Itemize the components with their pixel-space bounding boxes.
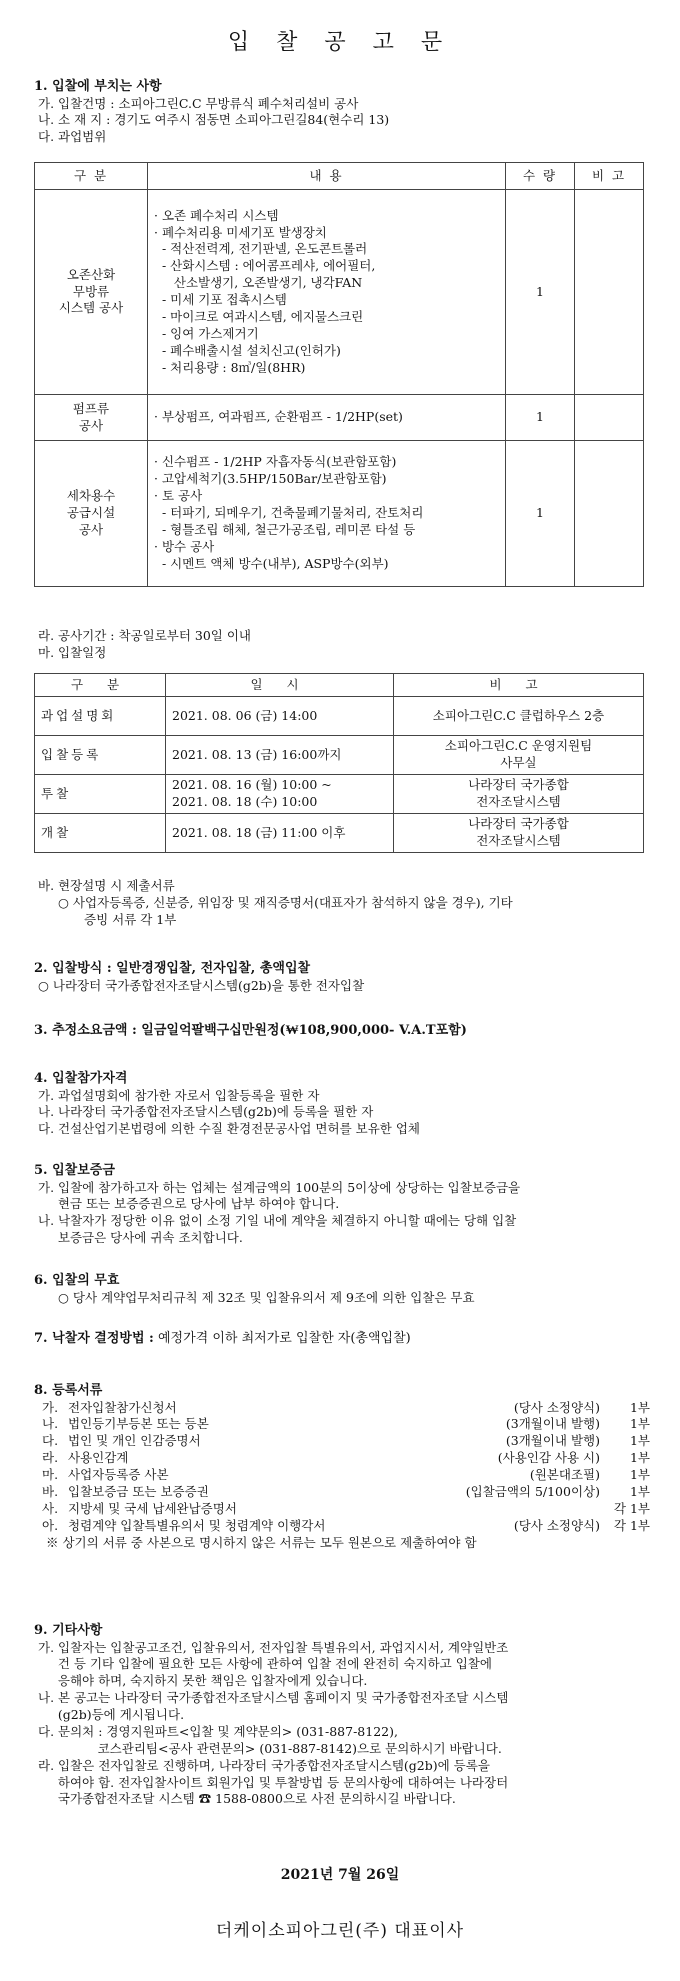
section-1-heading: 1. 입찰에 부치는 사항 <box>34 79 162 94</box>
item-note <box>460 1501 610 1518</box>
row-items <box>148 395 506 441</box>
category-line: 시스템 공사 <box>58 300 124 316</box>
item-note: (입찰금액의 5/100이상) <box>465 1483 600 1499</box>
project-name: 가. 입찰건명 : 소피아그린C.C 무방류식 폐수처리설비 공사 <box>38 95 359 111</box>
section-4 <box>34 1060 650 1138</box>
schedule-header-type: 구 분 <box>35 674 166 697</box>
item-note: (3개월이내 발행) <box>505 1433 600 1449</box>
item-line: - 폐수배출시설 설치신고(인허가) <box>154 342 341 358</box>
section-8 <box>34 1372 650 1551</box>
section-3 <box>34 1012 650 1040</box>
row-quantity: 1 <box>506 441 575 587</box>
header-content: 내 용 <box>148 163 506 190</box>
item-name: 사용인감계 <box>68 1450 129 1466</box>
schedule-table <box>34 673 644 853</box>
note-line: 사무실 <box>500 755 537 770</box>
note-line: 전자조달시스템 <box>476 833 561 848</box>
item-line: - 산화시스템 : 에어콤프레샤, 에어필터, <box>154 258 376 274</box>
category-line: 오존산화 <box>66 266 116 282</box>
schedule-date <box>166 814 394 853</box>
row-remark <box>575 190 644 395</box>
qualification-line: 가. 과업설명회에 참가한 자로서 입찰등록을 필한 자 <box>38 1087 320 1103</box>
list-item <box>42 1467 650 1484</box>
item-name: 법인 및 개인 인감증명서 <box>68 1433 201 1449</box>
schedule-intro <box>34 628 650 662</box>
deposit-line: 가. 입찰에 참가하고자 하는 업체는 설계금액의 100분의 5이상에 상당하는 입찰보증금을 <box>38 1179 521 1195</box>
row-category <box>35 441 148 587</box>
item-qty: 각 1부 <box>613 1500 650 1516</box>
note-line: 소피아그린C.C 운영지원팀 <box>444 738 593 754</box>
item-line: - 시멘트 액체 방수(내부), ASP방수(외부) <box>154 555 389 571</box>
misc-line: (g2b)등에 게시됩니다. <box>38 1707 185 1723</box>
deposit-line: 나. 낙찰자가 정당한 이유 없이 소정 기일 내에 계약을 체결하지 아니할 때에는 당해 입찰 <box>38 1213 517 1229</box>
section-6-line: ○ 당사 계약업무처리규칙 제 32조 및 입찰유의서 제 9조에 의한 입찰은 무효 <box>58 1289 475 1305</box>
section-7-heading <box>34 1330 650 1348</box>
schedule-note <box>394 736 644 775</box>
section-7 <box>34 1320 650 1348</box>
schedule-label: 개찰 <box>35 814 166 853</box>
date-line: 2021. 08. 18 (금) 11:00 이후 <box>172 824 346 840</box>
item-line: · 토 공사 <box>154 488 203 504</box>
category-line: 펌프류 <box>72 400 110 416</box>
item-line: - 처리용량 : 8㎥/일(8HR) <box>154 359 306 375</box>
item-mark: 가. <box>42 1399 59 1415</box>
item-mark: 라. <box>42 1450 59 1466</box>
schedule-date <box>166 775 394 814</box>
item-note: (원본대조필) <box>529 1467 600 1483</box>
misc-line: 다. 문의처 : 경영지원파트<입찰 및 계약문의> (031-887-8122), <box>38 1723 398 1739</box>
category-line: 공사 <box>78 417 104 433</box>
qualification-line: 다. 건설산업기본법령에 의한 수질 환경전문공사업 면허를 보유한 업체 <box>38 1121 420 1137</box>
section-4-heading: 4. 입찰참가자격 <box>34 1071 128 1086</box>
item-qty: 1부 <box>629 1433 650 1449</box>
note-line: 나라장터 국가종합 <box>468 816 569 832</box>
item-qty: 1부 <box>629 1399 650 1415</box>
schedule-label: 입찰등록 <box>35 736 166 775</box>
list-item <box>42 1518 650 1535</box>
list-item <box>42 1501 650 1518</box>
construction-period: 라. 공사기간 : 착공일로부터 30일 이내 <box>38 628 252 643</box>
section-2-line: ○ 나라장터 국가종합전자조달시스템(g2b)을 통한 전자입찰 <box>38 977 365 993</box>
signature: 더케이소피아그린(주) 대표이사 <box>215 1921 465 1941</box>
deposit-line: 보증금은 당사에 귀속 조치합니다. <box>38 1230 243 1246</box>
schedule-date <box>166 736 394 775</box>
schedule-date <box>166 697 394 736</box>
section-3-heading: 3. 추정소요금액 : 일금일억팔백구십만원정(₩108,900,000- V.A.T포함) <box>34 1023 467 1038</box>
misc-line: 가. 입찰자는 입찰공고조건, 입찰유의서, 전자입찰 특별유의서, 과업지시서, 계약일반조 <box>38 1639 509 1655</box>
row-items <box>148 190 506 395</box>
section-8-heading: 8. 등록서류 <box>34 1383 103 1398</box>
schedule-header <box>35 674 644 697</box>
item-name: 법인등기부등본 또는 등본 <box>68 1416 209 1432</box>
section-2-heading: 2. 입찰방식 : 일반경쟁입찰, 전자입찰, 총액입찰 <box>34 961 311 976</box>
table-row <box>35 190 644 395</box>
misc-line: 응해야 하며, 숙지하지 못한 책임은 입찰자에게 있습니다. <box>38 1673 368 1689</box>
item-line: - 마이크로 여과시스템, 에지물스크린 <box>154 308 364 324</box>
header-quantity: 수 량 <box>506 163 575 190</box>
note-line: 전자조달시스템 <box>476 794 561 809</box>
section-7-text: 예정가격 이하 최저가로 입찰한 자(총액입찰) <box>153 1331 411 1346</box>
section-5 <box>34 1152 650 1247</box>
table-row <box>35 736 644 775</box>
item-qty: 각 1부 <box>613 1517 650 1533</box>
row-remark <box>575 395 644 441</box>
list-item <box>42 1400 650 1417</box>
page-title: 입 찰 공 고 문 <box>227 30 453 55</box>
row-category <box>35 190 148 395</box>
schedule-note <box>394 697 644 736</box>
item-line: · 부상펌프, 여과펌프, 순환펌프 - 1/2HP(set) <box>154 409 403 425</box>
item-name: 사업자등록증 사본 <box>68 1467 169 1483</box>
schedule-label: 과업설명회 <box>35 697 166 736</box>
table-row <box>35 697 644 736</box>
misc-line: 나. 본 공고는 나라장터 국가종합전자조달시스템 홈페이지 및 국가종합전자조달 시스템 <box>38 1690 509 1706</box>
schedule-header-datetime: 일 시 <box>166 674 394 697</box>
item-line: · 신수펌프 - 1/2HP 자흡자동식(보관함포함) <box>154 454 397 470</box>
item-name: 지방세 및 국세 납세완납증명서 <box>68 1500 237 1516</box>
row-items <box>148 441 506 587</box>
note-line: 나라장터 국가종합 <box>468 777 569 793</box>
table-row <box>35 441 644 587</box>
scope-label: 다. 과업범위 <box>38 129 107 145</box>
section-6 <box>34 1262 650 1306</box>
site-docs <box>34 878 650 929</box>
item-mark: 마. <box>42 1467 59 1483</box>
deposit-line: 현금 또는 보증증권으로 당사에 납부 하여야 합니다. <box>38 1196 340 1212</box>
item-line: - 형틀조립 해체, 철근가공조립, 레미콘 타설 등 <box>154 521 416 537</box>
header-category: 구 분 <box>35 163 148 190</box>
item-line: 산소발생기, 오존발생기, 냉각FAN <box>154 275 363 291</box>
section-6-heading: 6. 입찰의 무효 <box>34 1273 120 1288</box>
item-line: - 잉여 가스제거기 <box>154 325 259 341</box>
list-item <box>42 1416 650 1433</box>
table-row <box>35 395 644 441</box>
misc-line: 코스관리팀<공사 관련문의> (031-887-8142)으로 문의하시기 바랍니다. <box>38 1740 502 1756</box>
category-line: 무방류 <box>72 283 110 299</box>
note-line: 소피아그린C.C 클럽하우스 2층 <box>432 707 605 723</box>
item-note: (사용인감 사용 시) <box>497 1450 600 1466</box>
row-remark <box>575 441 644 587</box>
qualification-line: 나. 나라장터 국가종합전자조달시스템(g2b)에 등록을 필한 자 <box>38 1104 374 1120</box>
misc-line: 라. 입찰은 전자입찰로 진행하며, 나라장터 국가종합전자조달시스템(g2b)에 등록을 <box>38 1757 490 1773</box>
item-mark: 바. <box>42 1483 59 1499</box>
date-line: 2021. 08. 16 (월) 10:00 ~ <box>172 777 332 793</box>
category-line: 공사 <box>78 521 104 537</box>
section-9-heading: 9. 기타사항 <box>34 1623 103 1638</box>
item-note: (당사 소정양식) <box>513 1517 600 1533</box>
section-5-heading: 5. 입찰보증금 <box>34 1163 115 1178</box>
section-7-title: 7. 낙찰자 결정방법 : <box>34 1331 154 1346</box>
item-line: · 방수 공사 <box>154 538 215 554</box>
site-docs-line: 증빙 서류 각 1부 <box>84 911 177 927</box>
category-line: 공급시설 <box>66 505 116 521</box>
item-name: 입찰보증금 또는 보증증권 <box>68 1483 209 1499</box>
item-line: · 고압세척기(3.5HP/150Bar/보관함포함) <box>154 471 387 487</box>
item-mark: 다. <box>42 1433 59 1449</box>
date-line: 2021. 08. 18 (수) 10:00 <box>172 794 318 809</box>
project-location: 나. 소 재 지 : 경기도 여주시 점동면 소피아그린길84(현수리 13) <box>38 112 390 128</box>
item-line: - 터파기, 되메우기, 건축물폐기물처리, 잔토처리 <box>154 505 424 521</box>
item-line: - 미세 기포 접촉시스템 <box>154 292 287 307</box>
list-item <box>42 1433 650 1450</box>
item-line: · 폐수처리용 미세기포 발생장치 <box>154 224 327 240</box>
row-quantity: 1 <box>506 190 575 395</box>
header-remark: 비 고 <box>575 163 644 190</box>
item-name: 전자입찰참가신청서 <box>68 1399 177 1415</box>
date-line: 2021. 08. 13 (금) 16:00까지 <box>172 746 342 762</box>
schedule-header-note: 비 고 <box>394 674 644 697</box>
item-qty: 1부 <box>629 1483 650 1499</box>
scope-table <box>34 162 644 587</box>
schedule-note <box>394 775 644 814</box>
list-item <box>42 1450 650 1467</box>
notice-date: 2021년 7월 26일 <box>280 1867 400 1883</box>
item-mark: 사. <box>42 1500 59 1516</box>
item-mark: 나. <box>42 1416 59 1432</box>
section-2 <box>34 950 650 994</box>
item-qty: 1부 <box>629 1450 650 1466</box>
row-category <box>35 395 148 441</box>
section-8-note: ※ 상기의 서류 중 사본으로 명시하지 않은 서류는 모두 원본으로 제출하여야 함 <box>46 1534 477 1550</box>
misc-line: 하여야 함. 전자입찰사이트 회원가입 및 투찰방법 등 문의사항에 대하여는 나라장터 <box>38 1774 509 1790</box>
item-line: · 오존 폐수처리 시스템 <box>154 207 279 223</box>
misc-line: 국가종합전자조달 시스템 ☎ 1588-0800으로 사전 문의하시길 바랍니다. <box>38 1791 456 1807</box>
category-line: 세차용수 <box>66 488 116 504</box>
date-line: 2021. 08. 06 (금) 14:00 <box>172 707 318 723</box>
scope-table-header <box>35 163 644 190</box>
item-mark: 아. <box>42 1517 59 1533</box>
item-note: (당사 소정양식) <box>513 1399 600 1415</box>
table-row <box>35 814 644 853</box>
schedule-label: 마. 입찰일정 <box>38 644 107 660</box>
row-quantity: 1 <box>506 395 575 441</box>
schedule-note <box>394 814 644 853</box>
item-line: - 적산전력계, 전기판넬, 온도콘트롤러 <box>154 241 368 257</box>
item-qty: 1부 <box>629 1467 650 1483</box>
misc-line: 건 등 기타 입찰에 필요한 모든 사항에 관하여 입찰 전에 완전히 숙지하고 입찰에 <box>38 1656 492 1672</box>
item-qty: 1부 <box>629 1416 650 1432</box>
schedule-label: 투찰 <box>35 775 166 814</box>
section-1-header <box>34 78 650 146</box>
site-docs-line: ○ 사업자등록증, 신분증, 위임장 및 재직증명서(대표자가 참석하지 않을 경우), 기타 <box>58 894 513 910</box>
item-note: (3개월이내 발행) <box>505 1416 600 1432</box>
list-item <box>42 1484 650 1501</box>
item-name: 청렴계약 입찰특별유의서 및 청렴계약 이행각서 <box>68 1517 326 1533</box>
table-row <box>35 775 644 814</box>
section-9 <box>34 1612 650 1808</box>
site-docs-label: 바. 현장설명 시 제출서류 <box>38 878 175 893</box>
